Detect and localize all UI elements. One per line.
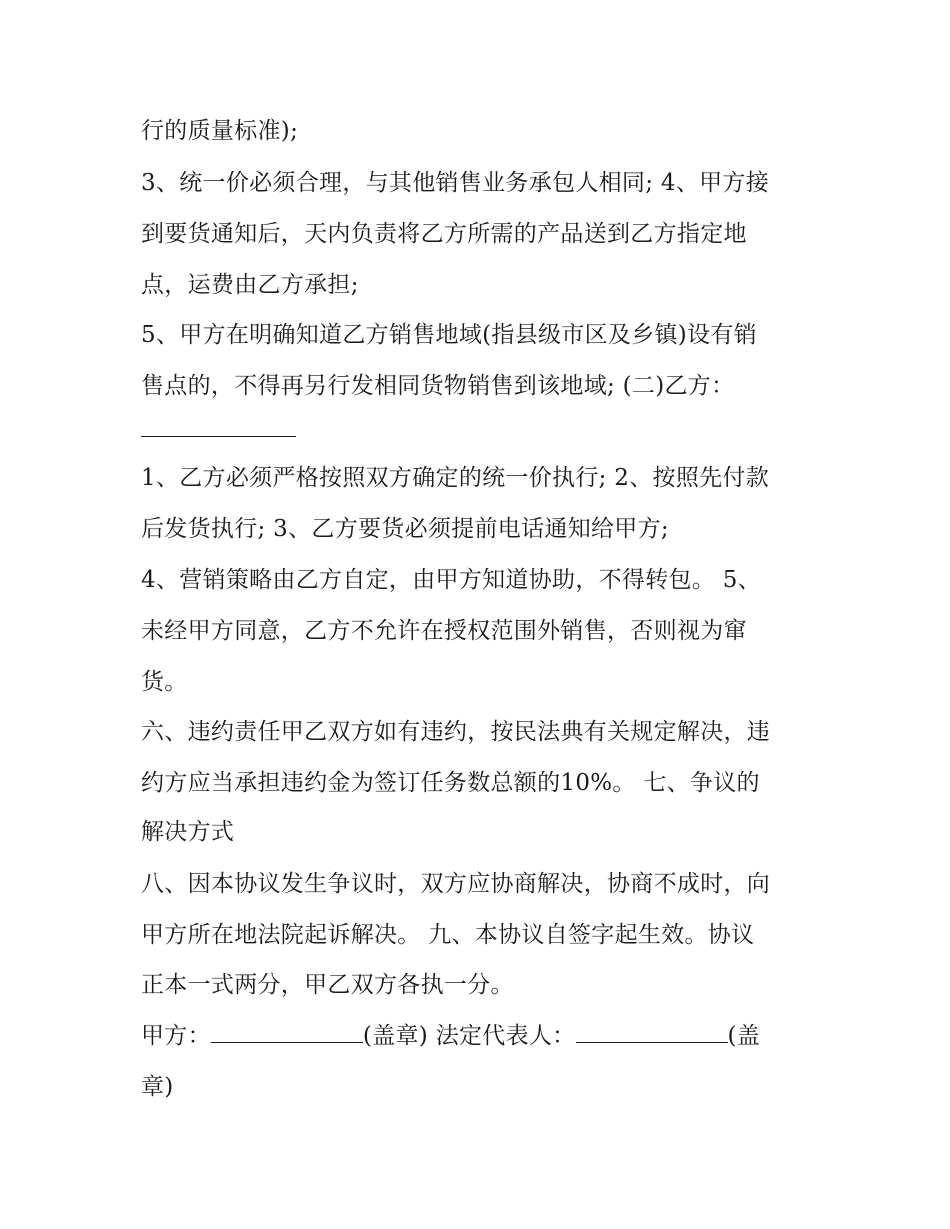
text-line: 点，运费由乙方承担; — [141, 272, 359, 298]
legal-rep-signature-blank — [576, 1022, 728, 1043]
legal-rep-label: 法定代表人： — [435, 1023, 576, 1049]
text-line: 章) — [141, 1074, 174, 1100]
party-a-label: 甲方： — [141, 1023, 211, 1049]
text-line: 5、甲方在明确知道乙方销售地域(指县级市区及乡镇)设有销 — [141, 322, 757, 348]
text-line: 八、因本协议发生争议时，双方应协商解决，协商不成时，向 — [141, 871, 771, 897]
text-line: 售点的，不得再另行发相同货物销售到该地域; (二)乙方： — [141, 373, 735, 399]
text-line: 正本一式两分，甲乙双方各执一分。 — [141, 972, 514, 998]
text-line: 货。 — [141, 669, 188, 695]
text-line: 甲方所在地法院起诉解决。 九、本协议自签字起生效。协议 — [141, 922, 755, 948]
text-line: 到要货通知后，天内负责将乙方所需的产品送到乙方指定地 — [141, 221, 747, 247]
text-line: 未经甲方同意，乙方不允许在授权范围外销售，否则视为窜 — [141, 618, 747, 644]
text-line: 行的质量标准); — [141, 118, 299, 144]
text-line: 六、违约责任甲乙双方如有违约，按民法典有关规定解决，违 — [141, 719, 771, 745]
text-line: 1、乙方必须严格按照双方确定的统一价执行; 2、按照先付款 — [141, 465, 770, 491]
text-line: 后发货执行; 3、乙方要货必须提前电话通知给甲方; — [141, 516, 669, 542]
text-line: 3、统一价必须合理，与其他销售业务承包人相同; 4、甲方接 — [141, 170, 770, 196]
seal-label: (盖章) — [362, 1023, 429, 1049]
seal-label: (盖 — [727, 1023, 761, 1049]
party-b-blank-line — [141, 436, 296, 437]
text-line: 约方应当承担违约金为签订任务数总额的10%。 七、争议的 — [141, 770, 760, 796]
text-line: 4、营销策略由乙方自定，由甲方知道协助，不得转包。 5、 — [141, 567, 761, 593]
signature-line — [141, 1021, 821, 1051]
party-a-signature-blank — [211, 1022, 363, 1043]
text-line: 解决方式 — [141, 819, 235, 845]
